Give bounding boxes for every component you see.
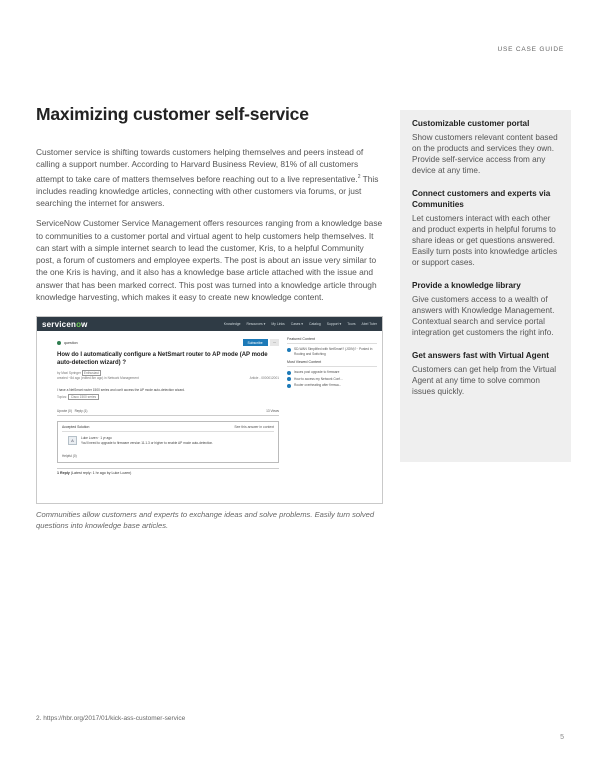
- subscribe-button[interactable]: Subscribe: [243, 339, 268, 346]
- featured-item[interactable]: [287, 347, 377, 356]
- paragraph-2: ServiceNow Customer Service Management offers resources ranging from a knowledge base to communities to a customer portal and virtual agent to help customers help themselves. It can start with a simple internet search to lead the customer, Kris, to a helpful Community post, a forum of customers and employee experts. The post is about an issue very similar to the one Kris is having, and it also has a knowledge base article attached with the issue and answer that has been marked correct. This post was turned into a knowledge article through knowledge harvesting, which makes it easy to create new knowledge content.: [36, 218, 383, 303]
- featured-item-text: SD-WAN Simplified with NetSmart? (JOIN)? · Posted in Routing and Switching: [294, 347, 373, 356]
- answer-text: You'll need to upgrade to firmware version 11.1.3 or higher to enable AP mode auto-detection.: [81, 441, 214, 445]
- reply-footer: [57, 468, 279, 475]
- sidebar-text: Show customers relevant content based on the products and services they own. Provide self-service access from any device at any time.: [412, 133, 558, 175]
- sidebar-block-virtual-agent: [412, 350, 559, 397]
- portal-nav: [224, 322, 377, 326]
- nav-cases[interactable]: Cases ▾: [290, 322, 304, 326]
- most-viewed-heading: Most Viewed Content: [287, 360, 377, 367]
- nav-knowledge[interactable]: Knowledge: [223, 322, 241, 326]
- page-title: Maximizing customer self-service: [36, 104, 309, 124]
- reply-note: (Latest reply: 1 hr ago by Luke Lozen): [70, 471, 132, 475]
- logo-o: o: [76, 319, 82, 329]
- featured-heading: Featured Content: [287, 337, 377, 344]
- sidebar-heading: Connect customers and experts via Communities: [412, 189, 551, 209]
- answer-content: [81, 436, 213, 446]
- question-label: question: [64, 340, 78, 345]
- logo-text-a: servicen: [42, 319, 77, 329]
- sidebar-block-knowledge: [412, 280, 559, 338]
- nav-my-links[interactable]: My Links: [271, 322, 285, 326]
- avatar: A: [68, 436, 77, 445]
- answerer: Luke Lozen · 1 yr ago: [81, 436, 112, 440]
- body-text: [36, 146, 383, 311]
- portal-navbar: [37, 317, 382, 331]
- nav-resources[interactable]: Resources ▾: [246, 322, 266, 326]
- footnote[interactable]: 2. https://hbr.org/2017/01/kick-ass-customer-service: [36, 715, 186, 722]
- reply-count[interactable]: Reply (1): [74, 409, 88, 413]
- nav-user[interactable]: Abel Tuter: [361, 322, 377, 326]
- accepted-header: [62, 425, 274, 432]
- logo-text-b: w: [81, 319, 88, 329]
- author-name[interactable]: by Maxi Springer: [57, 371, 81, 375]
- community-screenshot: [36, 316, 383, 504]
- paragraph-1-b: This includes reading knowledge articles, connecting with other customers via forums, or just searching the internet for answers.: [36, 173, 379, 208]
- sidebar-block-communities: [412, 188, 559, 268]
- sidebar-heading: Provide a knowledge library: [412, 281, 521, 290]
- author-tag: Enthusiast: [83, 371, 99, 375]
- most-viewed-text: Issues post upgrade to firmware: [294, 370, 340, 374]
- topics-row: [57, 395, 279, 399]
- accepted-solution: [57, 421, 279, 463]
- sidebar-heading: Customizable customer portal: [412, 119, 530, 128]
- view-count: 13 Views: [266, 409, 279, 413]
- question-header: [57, 339, 279, 346]
- question-body: I have a NetSmart router 1500 series and can't access the AP mode auto-detection wizard.: [57, 388, 185, 392]
- more-options-button[interactable]: ···: [270, 339, 279, 346]
- guide-label: USE CASE GUIDE: [497, 46, 564, 53]
- sidebar-text: Let customers interact with each other and product experts in helpful forums to share ideas or get questions answered. Easily turn posts into knowledge articles or support cases.: [412, 214, 558, 267]
- nav-catalog[interactable]: Catalog: [309, 322, 321, 326]
- reply-total: 1 Reply: [57, 471, 70, 475]
- question-panel: [57, 339, 279, 475]
- most-viewed-item[interactable]: [287, 383, 377, 388]
- helpful-button[interactable]: Helpful (0): [62, 454, 77, 458]
- stat-actions: [57, 409, 88, 413]
- paragraph-1: [36, 146, 383, 209]
- article-id[interactable]: Article - 0000012001: [249, 375, 279, 380]
- most-viewed-item[interactable]: [287, 370, 377, 375]
- most-viewed-text: How to access my Network Conf...: [294, 376, 343, 381]
- paragraph-1-a: Customer service is shifting towards customers helping themselves and peers instead of calling a support number. According to Harvard Business Review, 81% of all customers attempt to take care of matters themselves before reaching out to a live representative.: [36, 147, 364, 184]
- nav-tours[interactable]: Tours: [347, 322, 356, 326]
- posted-info: created ~8d ago (edited 8m ago) in Network Management: [57, 375, 139, 380]
- question-stats: [57, 409, 279, 416]
- question-title[interactable]: How do I automatically configure a NetSmart router to AP mode (AP mode auto-detection wizard) ?: [57, 352, 268, 366]
- page-number: 5: [560, 734, 564, 741]
- nav-support[interactable]: Support ▾: [326, 322, 342, 326]
- most-viewed-item[interactable]: [287, 377, 377, 382]
- side-content-panel: [287, 337, 377, 390]
- footnote-ref[interactable]: 2: [357, 173, 361, 180]
- feature-sidebar: [400, 110, 571, 462]
- topic-tag[interactable]: Cisco 1500 series: [68, 394, 99, 400]
- topics-label: Topics:: [57, 395, 67, 399]
- see-in-context-link[interactable]: See this answer in context: [234, 425, 274, 429]
- question-circle-icon: [287, 384, 291, 388]
- figure-caption: Communities allow customers and experts to exchange ideas and solve problems. Easily turn solved questions into knowledge base articles.: [36, 510, 375, 530]
- accepted-label: Accepted Solution: [62, 425, 90, 429]
- question-icon: [57, 341, 61, 345]
- link-icon: [287, 348, 291, 352]
- question-circle-icon: [287, 377, 291, 381]
- answer-body: [62, 436, 274, 446]
- sidebar-text: Customers can get help from the Virtual Agent at any time to solve common issues quickly.: [412, 365, 557, 396]
- most-viewed-text: Router overheating after firmwa...: [294, 383, 342, 387]
- question-meta: [57, 371, 279, 380]
- sidebar-block-portal: [412, 118, 559, 176]
- sidebar-text: Give customers access to a wealth of answers with Knowledge Management. Contextual search and service portal integration get customers the right info.: [412, 295, 555, 337]
- question-circle-icon: [287, 371, 291, 375]
- upvote-button[interactable]: Upvote (0): [57, 409, 72, 413]
- servicenow-logo: [42, 320, 88, 329]
- sidebar-heading: Get answers fast with Virtual Agent: [412, 351, 549, 360]
